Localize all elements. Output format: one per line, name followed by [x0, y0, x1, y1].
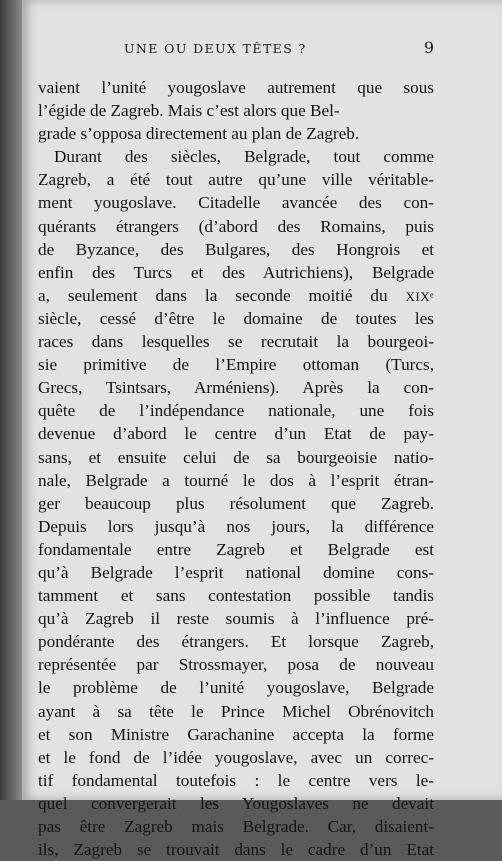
text-line: siècle, cessé d’être le domaine de toutes les	[38, 308, 434, 328]
text-line: quérants étrangers (d’abord des Romains, puis	[38, 216, 434, 236]
text-line: qu’à Zagreb il reste soumis à l’influence pré-	[38, 609, 434, 629]
text-line: qu’à Belgrade l’esprit national domine cons-	[38, 562, 434, 582]
text-line: devenue d’abord le centre d’un Etat de pay-	[38, 424, 434, 444]
running-head	[124, 38, 434, 60]
century-numeral: XIXᵉ	[405, 288, 434, 304]
text-line: et le fond de l’idée yougoslave, avec un correc-	[38, 747, 434, 767]
body-text	[38, 76, 434, 861]
text-line: vaient l’unité yougoslave autrement que sous	[38, 78, 434, 97]
text-line: sans, et ensuite celui de sa bourgeoisie natio-	[38, 447, 434, 467]
text-line: Depuis lors jusqu’à nos jours, la différence	[38, 516, 434, 536]
text-fragment: a, seulement dans la seconde moitié du	[38, 285, 406, 305]
text-line: ils, Zagreb se trouvait dans le cadre d’un Etat	[38, 840, 434, 860]
text-line: et son Ministre Garachanine accepta la forme	[38, 724, 434, 744]
text-line: représentée par Strossmayer, posa de nouveau	[38, 655, 434, 675]
text-line: Durant des siècles, Belgrade, tout comme	[54, 147, 434, 167]
text-line: tamment et sans contestation possible tandis	[38, 586, 434, 606]
text-line: enfin des Turcs et des Autrichiens), Belgrade	[38, 262, 434, 282]
text-line: quel convergerait les Yougoslaves ne devait	[38, 793, 434, 813]
text-line: pondérante des étrangers. Et lorsque Zagreb,	[38, 632, 434, 652]
page-number: 9	[423, 38, 434, 57]
text-line: Grecs, Tsintsars, Arméniens). Après la con-	[38, 378, 434, 398]
text-line: fondamentale entre Zagreb et Belgrade est	[38, 539, 434, 559]
text-line: Zagreb, a été tout autre qu’une ville véritable-	[38, 170, 434, 190]
text-line: ayant à sa tête le Prince Michel Obrénovitch	[38, 701, 434, 721]
running-head-title: UNE OU DEUX TÊTES ?	[124, 41, 307, 56]
text-line: pas être Zagreb mais Belgrade. Car, disaient-	[38, 817, 434, 836]
text-line: de Byzance, des Bulgares, des Hongrois et	[38, 239, 434, 259]
text-line: l’égide de Zagreb. Mais c’est alors que Bel-	[38, 101, 340, 121]
text-line: ment yougoslave. Citadelle avancée des con-	[38, 193, 434, 213]
text-line: ger beaucoup plus résolument que Zagreb.	[38, 493, 434, 513]
text-line-with-numeral	[38, 284, 434, 307]
text-line: nale, Belgrade a tourné le dos à l’esprit étran-	[38, 470, 434, 490]
text-line: le problème de l’unité yougoslave, Belgrade	[38, 678, 434, 698]
text-line: quête de l’indépendance nationale, une fois	[38, 401, 434, 421]
text-line: tif fondamental toutefois : le centre vers le-	[38, 770, 434, 790]
text-line: grade s’opposa directement au plan de Zagreb.	[38, 124, 360, 144]
text-line: races dans lesquelles se recrutait la bourgeoi-	[38, 332, 434, 352]
book-spine-shadow	[0, 0, 22, 800]
text-line: sie primitive de l’Empire ottoman (Turcs,	[38, 355, 434, 375]
